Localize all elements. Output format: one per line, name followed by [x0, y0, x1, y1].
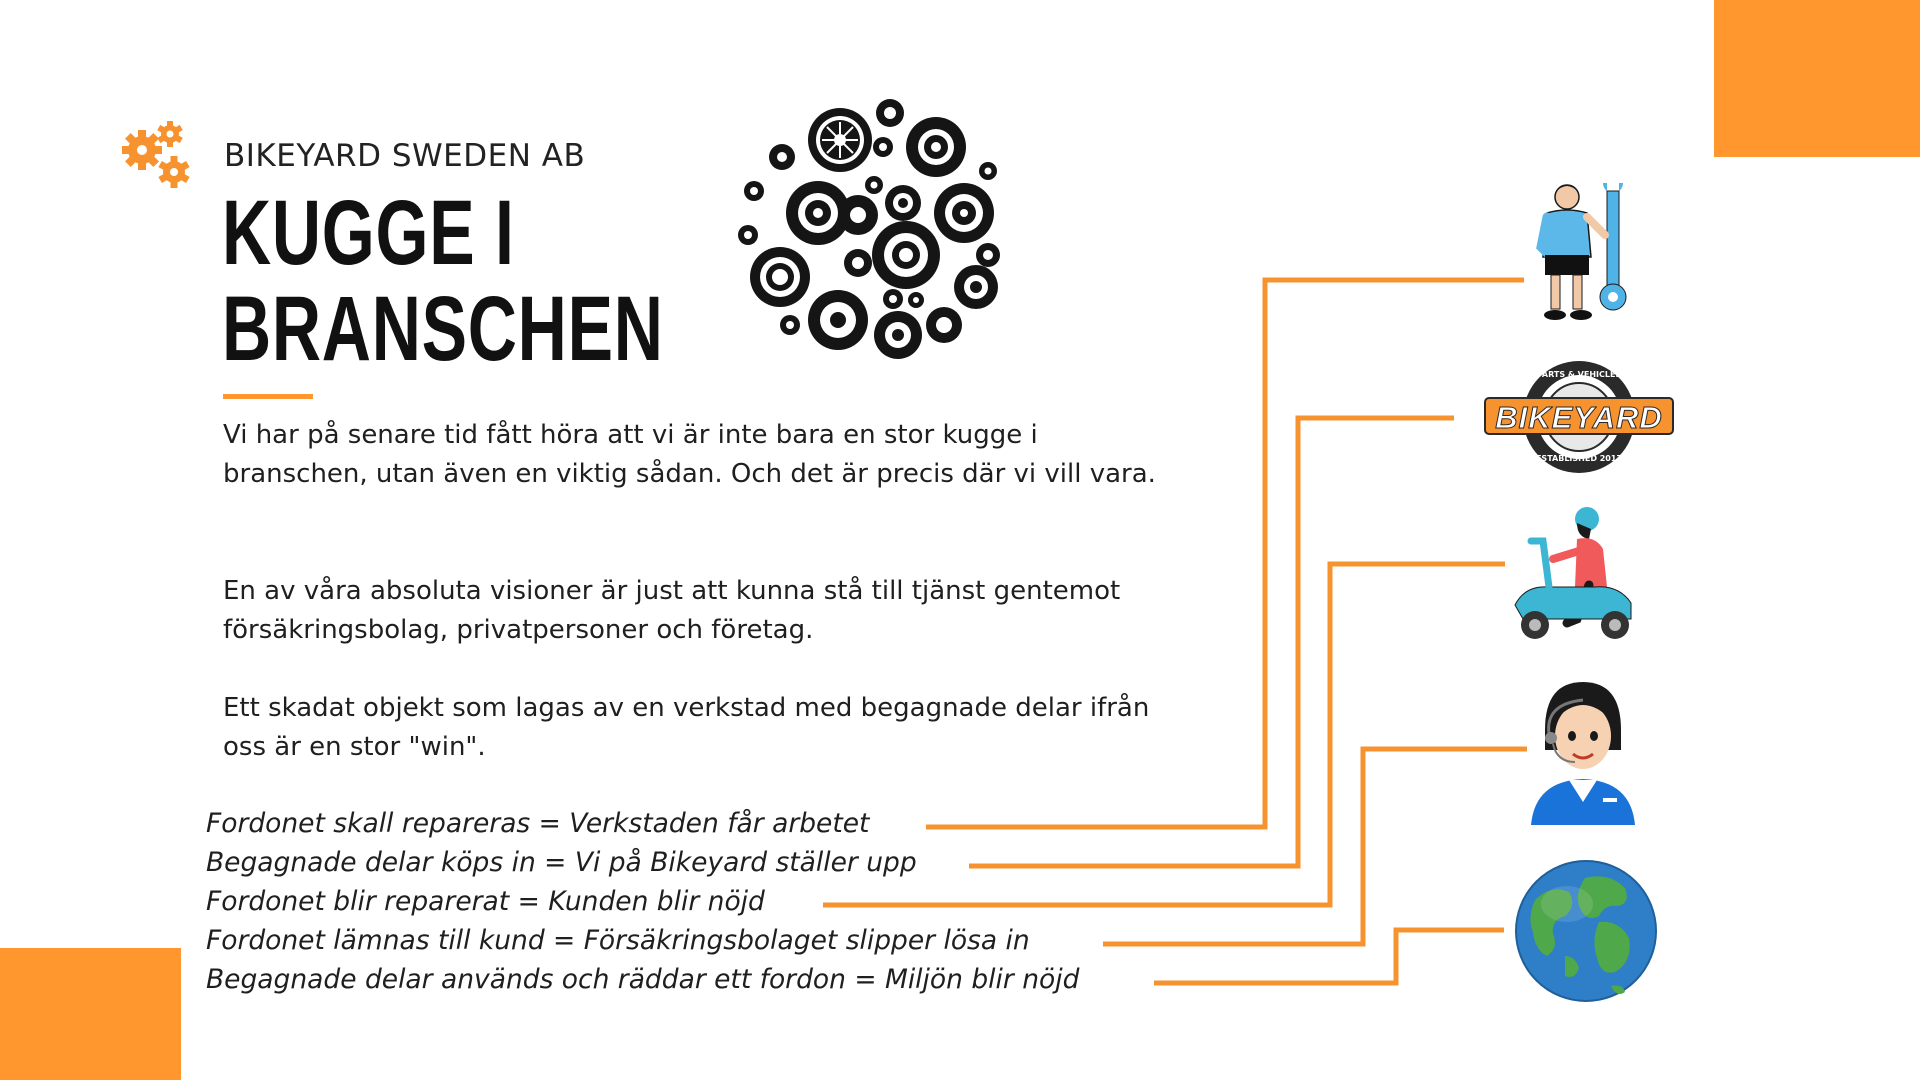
paragraph-1: Vi har på senare tid fått höra att vi är inte bara en stor kugge i branschen, utan även en viktig sådan. Och det är precis där vi vill vara.: [223, 420, 1156, 489]
connector-4: [1103, 749, 1527, 944]
equation-3: Fordonet blir reparerat = Kunden blir nöjd: [206, 886, 765, 917]
globe-icon: [1515, 860, 1657, 1002]
logo-ring-top: PARTS & VEHICLES: [1536, 370, 1622, 379]
company-name: BIKEYARD SWEDEN AB: [224, 138, 586, 174]
paragraph-2: En av våra absoluta visioner är just att kunna stå till tjänst gentemot försäkringsbolag, privatpersoner och företag.: [223, 576, 1121, 645]
paragraph-3: Ett skadat objekt som lagas av en verkstad med begagnade delar ifrån oss är en stor "win".: [223, 693, 1150, 762]
connector-1: [926, 280, 1524, 827]
equation-4: Fordonet lämnas till kund = Försäkringsbolaget slipper lösa in: [206, 925, 1030, 956]
connector-3: [823, 564, 1505, 905]
equation-2: Begagnade delar köps in = Vi på Bikeyard ställer upp: [206, 847, 917, 878]
title-line-2: BRANSCHEN: [222, 278, 664, 380]
connector-5: [1154, 930, 1504, 983]
equation-5: Begagnade delar används och räddar ett fordon = Miljön blir nöjd: [206, 964, 1080, 995]
customer-service-icon: [1525, 680, 1640, 825]
equation-1: Fordonet skall repareras = Verkstaden får arbetet: [206, 808, 870, 839]
logo-text: BIKEYARD: [1495, 400, 1663, 435]
connector-2: [969, 418, 1454, 866]
mechanic-icon: [1525, 175, 1640, 325]
logo-ring-bottom: ESTABLISHED 2017: [1535, 454, 1623, 463]
title-line-1: KUGGE I: [222, 182, 515, 284]
scooter-rider-icon: [1505, 505, 1645, 645]
bikeyard-logo: [1483, 358, 1675, 476]
